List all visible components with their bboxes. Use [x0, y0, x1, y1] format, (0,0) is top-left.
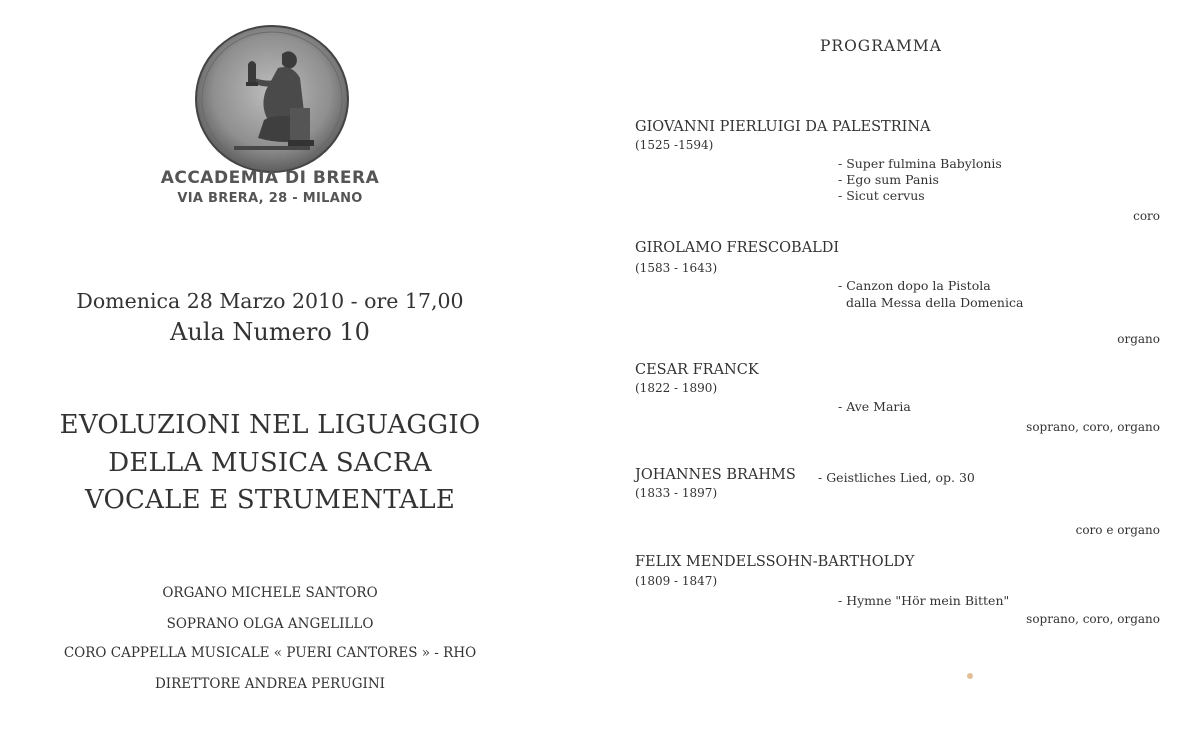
instrumentation: soprano, coro, organo: [1026, 612, 1160, 626]
work-title: - Ave Maria: [838, 399, 911, 414]
performer-organist: ORGANO MICHELE SANTORO: [162, 585, 378, 601]
programme-heading: PROGRAMMA: [820, 37, 942, 55]
performer-choir: CORO CAPPELLA MUSICALE « PUERI CANTORES » - RHO: [63, 645, 477, 661]
event-datetime: Domenica 28 Marzo 2010 - ore 17,00: [76, 289, 464, 313]
performer-conductor: DIRETTORE ANDREA PERUGINI: [154, 676, 385, 692]
work-title: - Super fulmina Babylonis: [838, 156, 1002, 171]
work-title: - Ego sum Panis: [838, 172, 939, 187]
concert-title-line-2: DELLA MUSICA SACRA: [108, 448, 432, 478]
composer-name: GIOVANNI PIERLUIGI DA PALESTRINA: [635, 119, 931, 135]
composer-dates: (1822 - 1890): [635, 381, 718, 395]
event-room: Aula Numero 10: [170, 318, 370, 346]
composer-name: FELIX MENDELSSOHN-BARTHOLDY: [635, 554, 915, 570]
work-title: - Canzon dopo la Pistola: [838, 278, 991, 293]
composer-dates: (1525 -1594): [635, 138, 714, 152]
composer-name: GIROLAMO FRESCOBALDI: [635, 240, 840, 256]
instrumentation: soprano, coro, organo: [1026, 420, 1160, 434]
institution-name: ACCADEMIA DI BRERA: [160, 168, 380, 188]
work-title: - Hymne "Hör mein Bitten": [838, 593, 1010, 608]
academy-seal: [194, 24, 350, 174]
composer-dates: (1809 - 1847): [635, 574, 718, 588]
concert-title-line-1: EVOLUZIONI NEL LIGUAGGIO: [59, 410, 481, 440]
institution-address: VIA BRERA, 28 - MILANO: [177, 191, 363, 206]
composer-name: CESAR FRANCK: [635, 362, 759, 378]
work-title: dalla Messa della Domenica: [838, 295, 1024, 310]
performer-soprano: SOPRANO OLGA ANGELILLO: [166, 616, 374, 632]
instrumentation: organo: [1117, 332, 1160, 346]
instrumentation: coro e organo: [1075, 523, 1160, 537]
composer-dates: (1583 - 1643): [635, 261, 718, 275]
work-title: - Sicut cervus: [838, 188, 925, 203]
paper-stain: [967, 673, 973, 679]
concert-title-line-3: VOCALE E STRUMENTALE: [85, 485, 455, 515]
work-title: - Geistliches Lied, op. 30: [818, 470, 975, 485]
instrumentation: coro: [1133, 209, 1160, 223]
composer-name: JOHANNES BRAHMS: [635, 467, 796, 483]
composer-dates: (1833 - 1897): [635, 486, 718, 500]
